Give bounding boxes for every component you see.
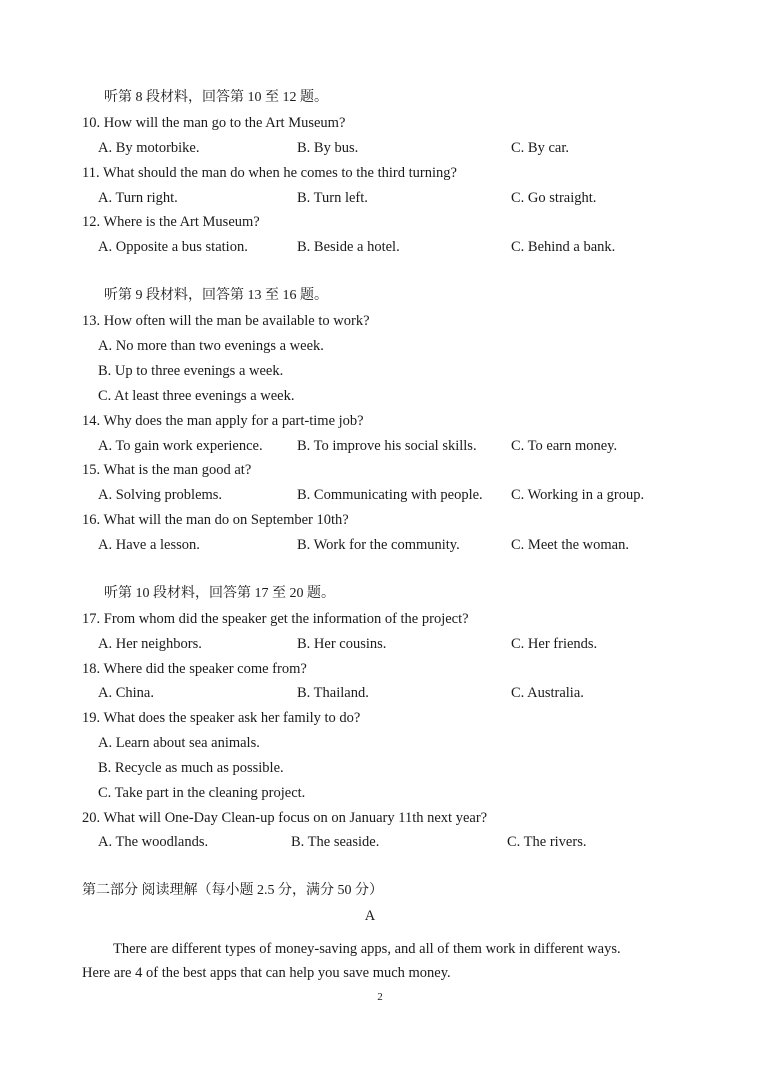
option-17-a: A. Her neighbors.: [98, 636, 202, 652]
section-header-9: 听第 9 段材料，回答第 13 至 16 题。: [104, 288, 328, 303]
section-header-10: 听第 10 段材料，回答第 17 至 20 题。: [104, 586, 335, 601]
question-20: 20. What will One-Day Clean-up focus on on January 11th next year?: [82, 810, 488, 826]
option-20-a: A. The woodlands.: [98, 834, 209, 850]
passage-label: A: [364, 908, 376, 924]
option-20-c: C. The rivers.: [507, 834, 587, 850]
option-10-a: A. By motorbike.: [98, 140, 200, 156]
option-12-c: C. Behind a bank.: [511, 239, 616, 255]
question-19: 19. What does the speaker ask her family to do?: [82, 710, 361, 726]
question-10: 10. How will the man go to the Art Museum?: [82, 115, 346, 131]
page-number: 2: [377, 991, 383, 1003]
option-11-c: C. Go straight.: [511, 190, 597, 206]
option-10-b: B. By bus.: [297, 140, 359, 156]
option-15-a: A. Solving problems.: [98, 487, 223, 503]
option-13-b: B. Up to three evenings a week.: [98, 363, 284, 379]
option-13-a: A. No more than two evenings a week.: [98, 338, 324, 354]
option-12-b: B. Beside a hotel.: [297, 239, 400, 255]
option-20-b: B. The seaside.: [291, 834, 380, 850]
option-15-b: B. Communicating with people.: [297, 487, 483, 503]
option-18-b: B. Thailand.: [297, 685, 369, 701]
question-14: 14. Why does the man apply for a part-time job?: [82, 413, 364, 429]
option-13-c: C. At least three evenings a week.: [98, 388, 295, 404]
option-19-a: A. Learn about sea animals.: [98, 735, 260, 751]
question-11: 11. What should the man do when he comes to the third turning?: [82, 165, 457, 181]
option-19-b: B. Recycle as much as possible.: [98, 760, 284, 776]
question-17: 17. From whom did the speaker get the information of the project?: [82, 611, 469, 627]
question-12: 12. Where is the Art Museum?: [82, 214, 260, 230]
question-16: 16. What will the man do on September 10th?: [82, 512, 349, 528]
option-14-c: C. To earn money.: [511, 438, 618, 454]
question-18: 18. Where did the speaker come from?: [82, 661, 307, 677]
option-16-a: A. Have a lesson.: [98, 537, 200, 553]
option-11-a: A. Turn right.: [98, 190, 178, 206]
option-19-c: C. Take part in the cleaning project.: [98, 785, 306, 801]
option-18-c: C. Australia.: [511, 685, 584, 701]
question-15: 15. What is the man good at?: [82, 462, 252, 478]
passage-paragraph-line-1: There are different types of money-saving apps, and all of them work in different ways.: [113, 941, 621, 957]
question-13: 13. How often will the man be available to work?: [82, 313, 370, 329]
part2-heading: 第二部分 阅读理解（每小题 2.5 分，满分 50 分）: [82, 883, 383, 898]
option-10-c: C. By car.: [511, 140, 569, 156]
option-14-b: B. To improve his social skills.: [297, 438, 477, 454]
option-16-b: B. Work for the community.: [297, 537, 460, 553]
section-header-8: 听第 8 段材料，回答第 10 至 12 题。: [104, 90, 328, 105]
passage-paragraph-line-2: Here are 4 of the best apps that can help you save much money.: [82, 965, 451, 981]
option-15-c: C. Working in a group.: [511, 487, 645, 503]
option-12-a: A. Opposite a bus station.: [98, 239, 248, 255]
option-16-c: C. Meet the woman.: [511, 537, 629, 553]
option-18-a: A. China.: [98, 685, 154, 701]
option-14-a: A. To gain work experience.: [98, 438, 263, 454]
option-17-c: C. Her friends.: [511, 636, 598, 652]
option-11-b: B. Turn left.: [297, 190, 368, 206]
option-17-b: B. Her cousins.: [297, 636, 387, 652]
